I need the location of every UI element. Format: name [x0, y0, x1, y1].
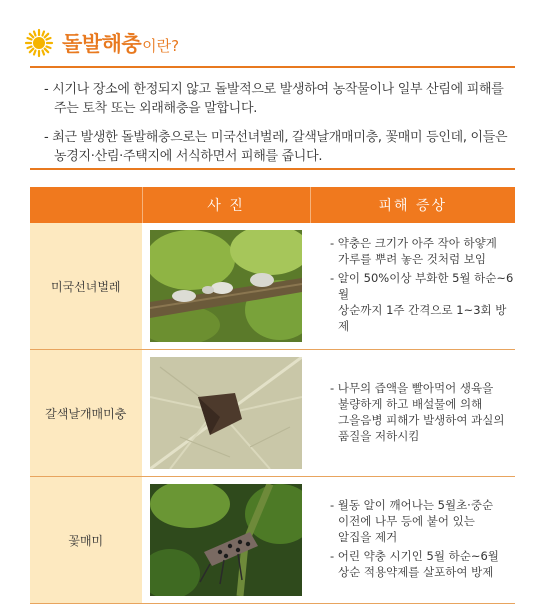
pest-name: 갈색날개매미충 — [30, 350, 142, 477]
symptom-list — [330, 380, 514, 444]
header-symptoms: 피해 증상 — [310, 187, 515, 223]
symptom-list — [330, 497, 514, 580]
table-row — [30, 477, 515, 604]
title-suffix: 이란? — [142, 36, 180, 55]
pest-table — [30, 187, 515, 604]
header-name — [30, 187, 142, 223]
symptom-item: - 월동 알이 깨어나는 5월초·중순 이전에 나무 등에 붙어 있는 알집을 제거 — [330, 498, 494, 544]
symptom-list — [330, 235, 514, 334]
table-row — [30, 350, 515, 477]
pest-photo-image — [150, 484, 302, 596]
symptom-item: - 어린 약충 시기인 5월 하순~6월 상순 적용약제를 살포하여 방제 — [330, 549, 499, 579]
symptom-item: - 약충은 크기가 아주 작아 하얗게 가루를 뿌려 놓은 것처럼 보임 — [330, 236, 497, 266]
intro-paragraph: - 시기나 장소에 한정되지 않고 돌발적으로 발생하여 농작물이나 일부 산림에 피해를 주는 토착 또는 외래해충을 말합니다. — [44, 82, 504, 116]
pest-photo-image — [150, 357, 302, 469]
pest-name: 미국선녀벌레 — [30, 223, 142, 350]
pest-name: 꽃매미 — [30, 477, 142, 604]
symptom-item: - 나무의 즙액을 빨아먹어 생육을 불량하게 하고 배설물에 의해 그을음병 피해가 발생하여 과실의 품질을 저하시킴 — [330, 380, 505, 443]
intro-paragraph: - 최근 발생한 돌발해충으로는 미국선녀벌레, 갈색날개매미충, 꽃매미 등인데, 이들은 농경지·산림·주택지에 서식하면서 피해를 줍니다. — [44, 130, 508, 164]
intro-box — [30, 66, 515, 170]
header-photo: 사 진 — [142, 187, 310, 223]
table-header-row — [30, 187, 515, 223]
table-row — [30, 223, 515, 350]
pest-photo-image — [150, 230, 302, 342]
title-main: 돌발해충 — [62, 32, 142, 56]
symptom-item: - 알이 50%이상 부화한 5월 하순~6월 상순까지 1주 간격으로 1~3회 방제 — [330, 271, 514, 333]
page-title — [24, 28, 179, 58]
sun-icon — [24, 28, 54, 58]
